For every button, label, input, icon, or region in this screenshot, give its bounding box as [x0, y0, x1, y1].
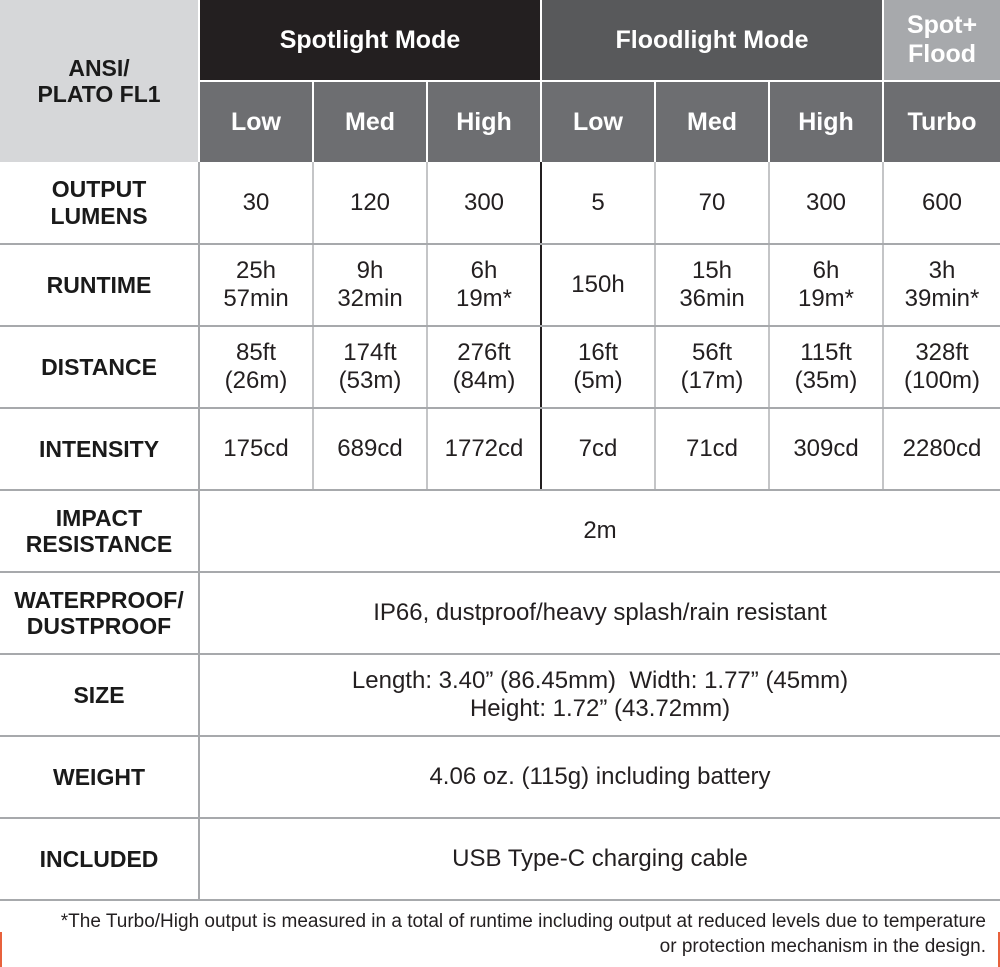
row-weight — [0, 736, 1000, 818]
row-label-line: RESISTANCE — [25, 531, 173, 557]
distance-meters: (26m) — [224, 367, 288, 394]
intensity-turbo: 2280cd — [883, 408, 1000, 490]
sub-header-spot-med: Med — [313, 81, 427, 162]
row-label-size: SIZE — [0, 654, 199, 736]
row-label-included: INCLUDED — [0, 818, 199, 900]
row-label-runtime: RUNTIME — [0, 244, 199, 326]
size-value-line2: Height: 1.72” (43.72mm) — [469, 695, 731, 722]
row-label-weight: WEIGHT — [0, 736, 199, 818]
intensity-flood-med: 71cd — [655, 408, 769, 490]
distance-meters: (5m) — [573, 367, 623, 394]
distance-turbo — [883, 326, 1000, 408]
runtime-value-line2: 57min — [223, 285, 289, 312]
row-impact-resistance — [0, 490, 1000, 572]
spotlight-mode-header: Spotlight Mode — [199, 0, 541, 81]
runtime-value-line2: 19m* — [797, 285, 855, 312]
distance-feet: 115ft — [800, 339, 852, 367]
runtime-flood-high — [769, 244, 883, 326]
intensity-spot-high: 1772cd — [427, 408, 541, 490]
spot-flood-line1: Spot+ — [906, 11, 978, 40]
row-runtime — [0, 244, 1000, 326]
size-value-line1: Length: 3.40” (86.45mm) Width: 1.77” (45mm) — [351, 667, 849, 695]
row-label-line: OUTPUT — [51, 176, 147, 203]
runtime-value-line1: 150h — [571, 271, 625, 299]
footnote-line2: or protection mechanism in the design. — [659, 935, 986, 957]
runtime-value-line1: 6h — [812, 257, 840, 285]
distance-meters: (17m) — [680, 367, 744, 394]
distance-spot-high — [427, 326, 541, 408]
runtime-value-line1: 25h — [235, 257, 277, 285]
output-flood-med: 70 — [655, 162, 769, 244]
runtime-value-line1: 3h — [928, 257, 956, 285]
output-turbo: 600 — [883, 162, 1000, 244]
distance-feet: 16ft — [577, 339, 619, 367]
runtime-value-line2: 19m* — [455, 285, 513, 312]
row-label-line: DUSTPROOF — [26, 613, 172, 639]
intensity-flood-low: 7cd — [541, 408, 655, 490]
impact-value: 2m — [199, 490, 1000, 572]
output-flood-low: 5 — [541, 162, 655, 244]
row-label-distance: DISTANCE — [0, 326, 199, 408]
distance-feet: 56ft — [691, 339, 733, 367]
row-size — [0, 654, 1000, 736]
distance-feet: 276ft — [457, 339, 511, 367]
runtime-spot-low — [199, 244, 313, 326]
output-flood-high: 300 — [769, 162, 883, 244]
floodlight-mode-header: Floodlight Mode — [541, 0, 883, 81]
sub-header-flood-high: High — [769, 81, 883, 162]
sub-header-flood-med: Med — [655, 81, 769, 162]
row-output-lumens — [0, 162, 1000, 244]
runtime-value-line1: 15h — [691, 257, 733, 285]
runtime-spot-high — [427, 244, 541, 326]
intensity-flood-high: 309cd — [769, 408, 883, 490]
row-waterproof — [0, 572, 1000, 654]
runtime-turbo — [883, 244, 1000, 326]
distance-flood-high — [769, 326, 883, 408]
sub-header-turbo: Turbo — [883, 81, 1000, 162]
output-spot-med: 120 — [313, 162, 427, 244]
runtime-value-line1: 6h — [470, 257, 498, 285]
distance-spot-med — [313, 326, 427, 408]
distance-feet: 174ft — [343, 339, 397, 367]
intensity-spot-med: 689cd — [313, 408, 427, 490]
waterproof-value: IP66, dustproof/heavy splash/rain resistant — [199, 572, 1000, 654]
sub-header-flood-low: Low — [541, 81, 655, 162]
output-spot-low: 30 — [199, 162, 313, 244]
row-label-waterproof — [0, 572, 199, 654]
corner-line1: ANSI/ — [68, 54, 130, 81]
spot-flood-line2: Flood — [908, 40, 977, 68]
runtime-flood-low — [541, 244, 655, 326]
output-spot-high: 300 — [427, 162, 541, 244]
distance-feet: 328ft — [915, 339, 969, 367]
row-label-output — [0, 162, 199, 244]
spot-flood-header — [883, 0, 1000, 81]
footnote — [11, 910, 986, 959]
row-label-intensity: INTENSITY — [0, 408, 199, 490]
corner-header — [0, 0, 199, 162]
distance-flood-low — [541, 326, 655, 408]
row-label-impact — [0, 490, 199, 572]
runtime-value-line2: 39min* — [904, 285, 980, 312]
runtime-spot-med — [313, 244, 427, 326]
sub-header-spot-high: High — [427, 81, 541, 162]
row-intensity — [0, 408, 1000, 490]
distance-meters: (53m) — [338, 367, 402, 394]
weight-value: 4.06 oz. (115g) including battery — [199, 736, 1000, 818]
distance-meters: (84m) — [452, 367, 516, 394]
distance-flood-med — [655, 326, 769, 408]
footnote-line1: *The Turbo/High output is measured in a total of runtime including output at reduced levels due to temperature — [60, 911, 986, 932]
runtime-value-line1: 9h — [356, 257, 384, 285]
row-label-line: WATERPROOF/ — [14, 586, 184, 613]
size-value — [199, 654, 1000, 736]
runtime-value-line2: 36min — [679, 285, 745, 312]
runtime-flood-med — [655, 244, 769, 326]
row-included — [0, 818, 1000, 900]
distance-meters: (100m) — [904, 367, 981, 394]
included-value: USB Type-C charging cable — [199, 818, 1000, 900]
distance-meters: (35m) — [794, 367, 858, 394]
accent-line-left — [0, 932, 2, 967]
distance-feet: 85ft — [235, 339, 277, 367]
distance-spot-low — [199, 326, 313, 408]
row-label-line: LUMENS — [50, 202, 148, 229]
row-label-line: IMPACT — [55, 504, 143, 531]
sub-header-spot-low: Low — [199, 81, 313, 162]
corner-line2: PLATO FL1 — [37, 81, 161, 107]
runtime-value-line2: 32min — [337, 285, 403, 312]
row-distance — [0, 326, 1000, 408]
intensity-spot-low: 175cd — [199, 408, 313, 490]
